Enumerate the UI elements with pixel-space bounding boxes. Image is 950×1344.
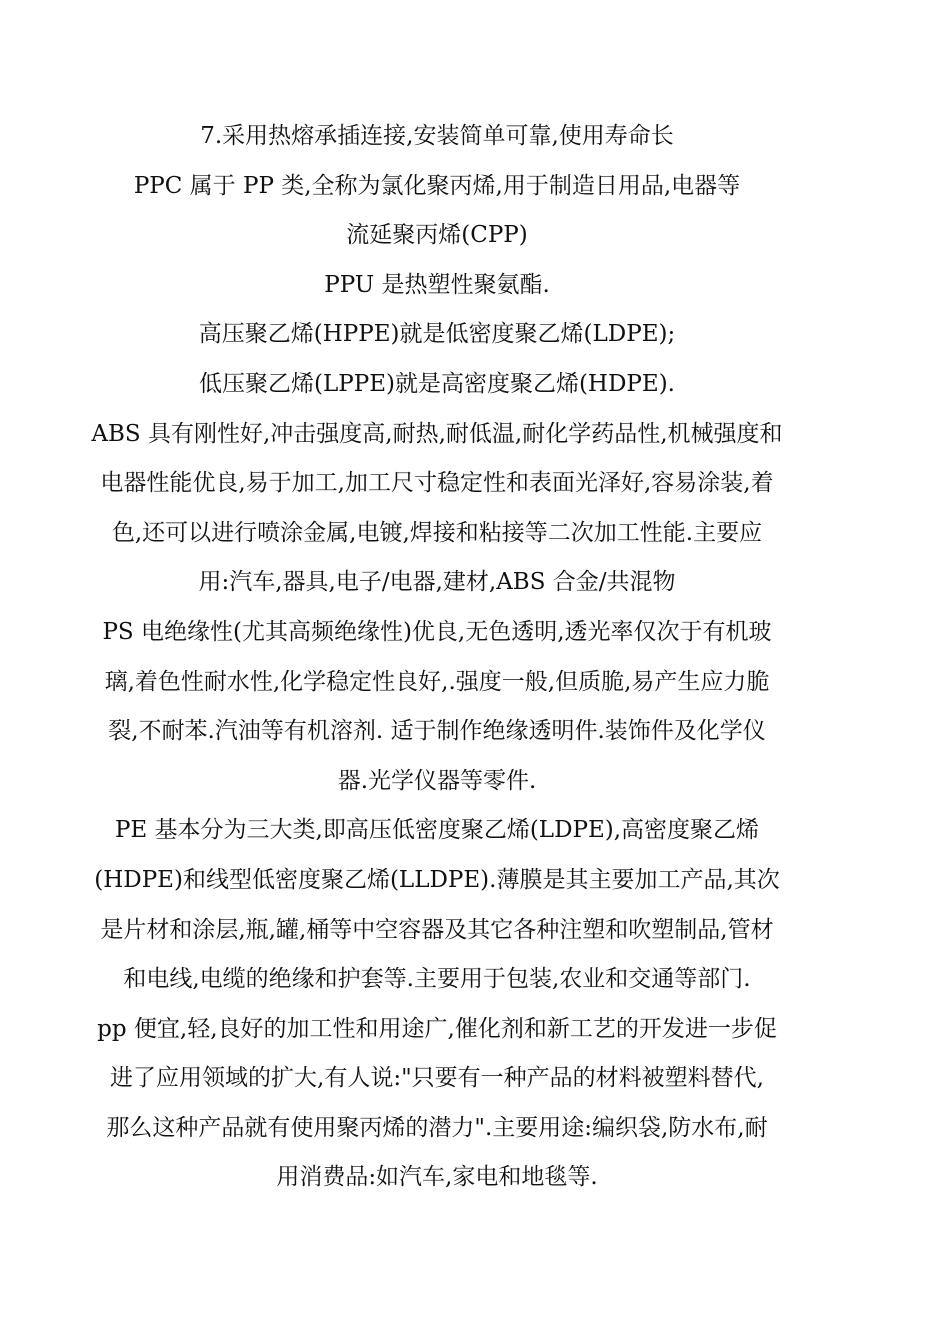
- text-line: (HDPE)和线型低密度聚乙烯(LLDPE).薄膜是其主要加工产品,其次: [94, 866, 780, 893]
- text-line: PPC 属于 PP 类,全称为氯化聚丙烯,用于制造日用品,电器等: [133, 172, 741, 199]
- text-line: 璃,着色性耐水性,化学稳定性良好,.强度一般,但质脆,易产生应力脆: [104, 668, 770, 695]
- paragraph-ps: [66, 608, 808, 806]
- paragraph-lppe: [66, 360, 808, 410]
- text-line: 器.光学仪器等零件.: [337, 767, 537, 794]
- text-line: PS 电绝缘性(尤其高频绝缘性)优良,无色透明,透光率仅次于有机玻: [102, 618, 772, 645]
- text-line: 和电线,电缆的绝缘和护套等.主要用于包装,农业和交通等部门.: [123, 966, 751, 993]
- document-body: [66, 112, 808, 1203]
- paragraph-abs: [66, 410, 808, 608]
- text-line: 用消费品:如汽车,家电和地毯等.: [276, 1164, 598, 1191]
- text-line: 7.采用热熔承插连接,安装简单可靠,使用寿命长: [200, 123, 674, 149]
- paragraph-ppc: [66, 162, 808, 212]
- text-line: 低压聚乙烯(LPPE)就是高密度聚乙烯(HDPE).: [199, 370, 675, 397]
- text-line: 高压聚乙烯(HPPE)就是低密度聚乙烯(LDPE);: [198, 321, 676, 348]
- text-line: ABS 具有刚性好,冲击强度高,耐热,耐低温,耐化学药品性,机械强度和: [91, 420, 783, 447]
- paragraph-pe: [66, 806, 808, 1004]
- text-line: PE 基本分为三大类,即高压低密度聚乙烯(LDPE),高密度聚乙烯: [114, 817, 760, 844]
- text-line: PPU 是热塑性聚氨酯.: [324, 271, 550, 298]
- paragraph-ppr-feature-7: [66, 112, 808, 162]
- text-line: 用:汽车,器具,电子/电器,建材,ABS 合金/共混物: [198, 569, 676, 596]
- text-line: pp 便宜,轻,良好的加工性和用途广,催化剂和新工艺的开发进一步促: [97, 1015, 777, 1042]
- text-line: 那么这种产品就有使用聚丙烯的潜力".主要用途:编织袋,防水布,耐: [106, 1114, 768, 1141]
- paragraph-ppu: [66, 261, 808, 311]
- text-line: 流延聚丙烯(CPP): [346, 222, 528, 249]
- text-line: 是片材和涂层,瓶,罐,桶等中空容器及其它各种注塑和吹塑制品,管材: [100, 916, 774, 943]
- text-line: 电器性能优良,易于加工,加工尺寸稳定性和表面光泽好,容易涂装,着: [100, 470, 774, 497]
- text-line: 裂,不耐苯.汽油等有机溶剂. 适于制作绝缘透明件.装饰件及化学仪: [108, 718, 766, 745]
- paragraph-pp: [66, 1005, 808, 1203]
- paragraph-hppe: [66, 310, 808, 360]
- text-line: 色,还可以进行喷涂金属,电镀,焊接和粘接等二次加工性能.主要应: [111, 519, 763, 546]
- paragraph-cpp: [66, 211, 808, 261]
- text-line: 进了应用领域的扩大,有人说:"只要有一种产品的材料被塑料替代,: [110, 1065, 764, 1092]
